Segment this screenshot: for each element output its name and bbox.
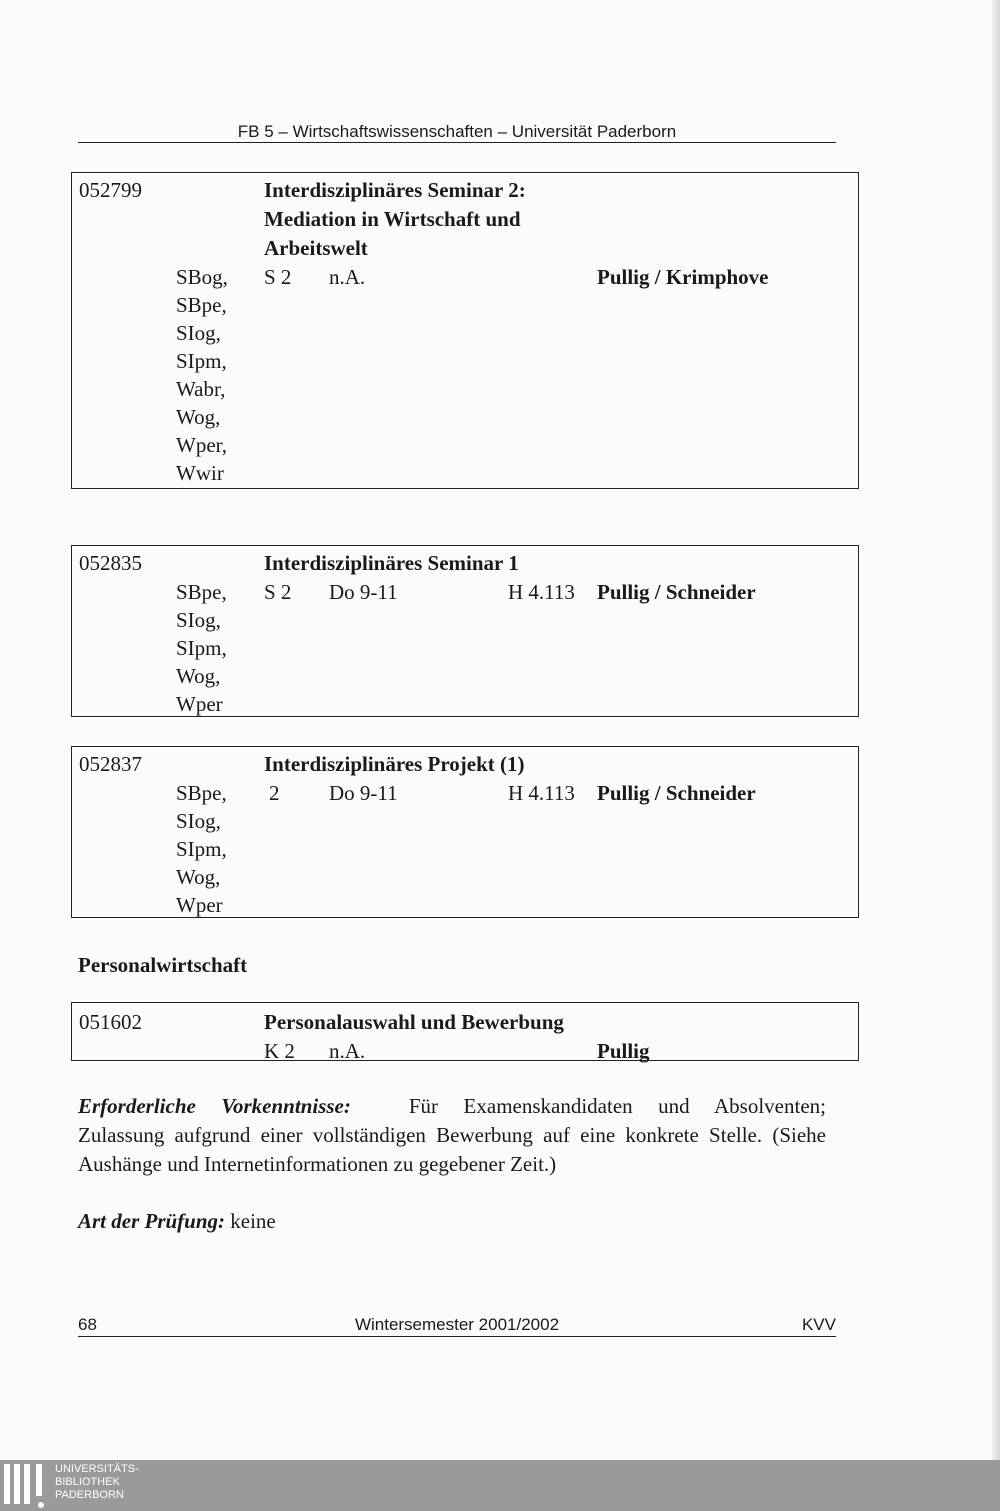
study-program: SIog, <box>176 809 221 833</box>
course-box-051602 <box>71 1002 859 1061</box>
study-program: SIpm, <box>176 837 227 861</box>
exam-label: Art der Prüfung: <box>78 1209 226 1233</box>
course-time: Do 9-11 <box>329 781 398 805</box>
study-program: Wog, <box>176 865 221 889</box>
exam-line <box>78 1207 276 1236</box>
course-type: 2 <box>269 781 280 805</box>
section-heading: Personalwirtschaft <box>78 953 248 977</box>
study-program: SIpm, <box>176 349 227 373</box>
course-type: S 2 <box>264 265 292 289</box>
running-footer <box>78 1314 836 1337</box>
course-box-052837 <box>71 746 859 918</box>
course-title-line: Mediation in Wirtschaft und <box>264 207 521 231</box>
library-logo-line: PADERBORN <box>55 1489 124 1501</box>
study-program: Wper <box>176 893 223 917</box>
course-time: n.A. <box>329 1039 366 1063</box>
course-type: K 2 <box>264 1039 295 1063</box>
course-type: S 2 <box>264 580 292 604</box>
course-title-line: Interdisziplinäres Seminar 2: <box>264 178 526 202</box>
page-number: 68 <box>78 1315 97 1334</box>
exam-text: keine <box>230 1209 276 1233</box>
prerequisites-label: Erforderliche Vorkenntnisse: <box>78 1094 351 1118</box>
course-lecturer: Pullig / Schneider <box>597 781 756 805</box>
study-program: SBpe, <box>176 293 227 317</box>
study-program: SIog, <box>176 608 221 632</box>
footer-semester: Wintersemester 2001/2002 <box>354 1315 560 1334</box>
study-program: SIpm, <box>176 636 227 660</box>
course-time: n.A. <box>329 265 366 289</box>
library-logo-text <box>55 1463 139 1502</box>
course-box-052835 <box>71 545 859 717</box>
prerequisites-text: Für Examenskandidaten und Absolventen; Zulassung aufgrund einer vollständigen Bewerbung auf eine konkrete Stelle. (Siehe Aushänge und Internetinformationen zu gegebener Zeit.) <box>78 1094 826 1176</box>
course-code: 052837 <box>79 752 142 776</box>
course-code: 052835 <box>79 551 142 575</box>
study-program: Wper <box>176 692 223 716</box>
footer-kvv: KVV <box>801 1315 836 1334</box>
course-code: 052799 <box>79 178 142 202</box>
course-lecturer: Pullig / Schneider <box>597 580 756 604</box>
study-program: Wog, <box>176 664 221 688</box>
course-time: Do 9-11 <box>329 580 398 604</box>
study-program: Wog, <box>176 405 221 429</box>
course-title-line: Interdisziplinäres Projekt (1) <box>264 752 525 776</box>
study-program: SBpe, <box>176 781 227 805</box>
library-logo-icon <box>0 1464 50 1508</box>
course-title-line: Personalauswahl und Bewerbung <box>264 1010 564 1034</box>
prerequisites-paragraph <box>78 1092 826 1179</box>
study-program: SBpe, <box>176 580 227 604</box>
running-header: FB 5 – Wirtschaftswissenschaften – Universität Paderborn <box>78 122 836 143</box>
course-box-052799 <box>71 172 859 489</box>
course-room: H 4.113 <box>508 580 575 604</box>
course-lecturer: Pullig / Krimphove <box>597 265 769 289</box>
library-footer-bar <box>0 1460 1000 1511</box>
library-logo-line: UNIVERSITÄTS- <box>55 1463 139 1475</box>
study-program: SIog, <box>176 321 221 345</box>
course-title-line: Interdisziplinäres Seminar 1 <box>264 551 519 575</box>
study-program: Wper, <box>176 433 228 457</box>
page-edge-shadow <box>992 0 1000 1460</box>
library-logo-line: BIBLIOTHEK <box>55 1476 120 1488</box>
study-program: SBog, <box>176 265 228 289</box>
study-program: Wwir <box>176 461 224 485</box>
course-lecturer: Pullig <box>597 1039 650 1063</box>
study-program: Wabr, <box>176 377 226 401</box>
course-room: H 4.113 <box>508 781 575 805</box>
course-title-line: Arbeitswelt <box>264 236 368 260</box>
course-code: 051602 <box>79 1010 142 1034</box>
